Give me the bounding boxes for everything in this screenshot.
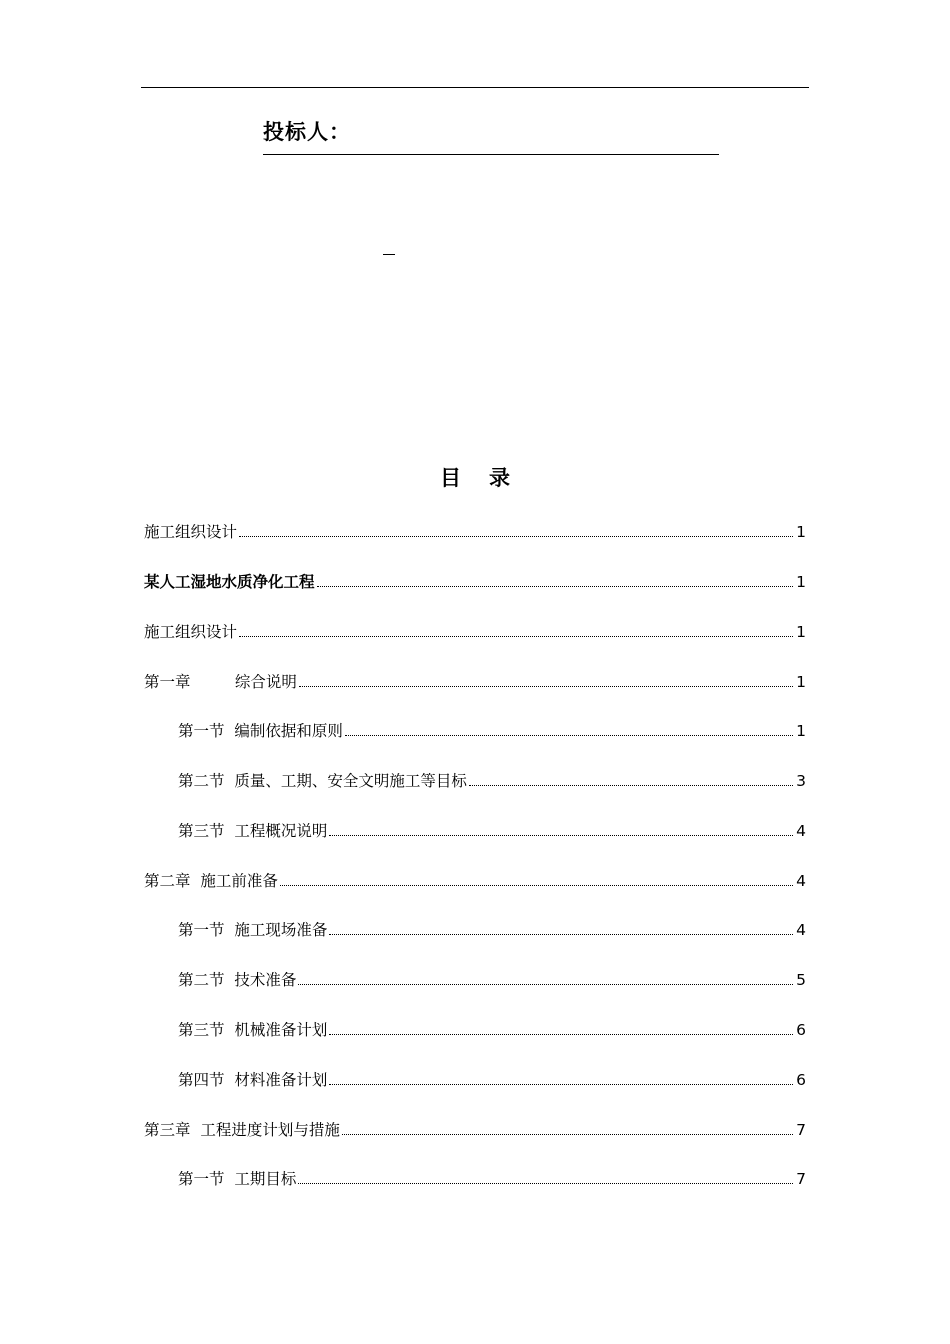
toc-title: 目录 <box>440 466 538 490</box>
bidder-label: 投标人： <box>263 120 351 144</box>
toc-leader-dots <box>298 1183 793 1184</box>
toc-entry-text: 第二节 技术准备 <box>178 971 297 989</box>
toc-leader-dots <box>239 636 793 637</box>
toc-entry-text: 第三节 工程概况说明 <box>178 822 328 840</box>
toc-entry-page: 6 <box>796 1021 806 1039</box>
toc-leader-dots <box>329 835 793 836</box>
toc-entry-text: 第一节 编制依据和原则 <box>178 722 343 740</box>
toc-entry-text: 第三章 工程进度计划与措施 <box>144 1121 340 1139</box>
toc-entry-text: 某人工湿地水质净化工程 <box>144 573 315 591</box>
toc-entry-text: 第一节 工期目标 <box>178 1170 297 1188</box>
toc-entry-page: 7 <box>796 1170 806 1188</box>
toc-entry[interactable] <box>178 918 806 940</box>
toc-entry[interactable] <box>178 769 806 791</box>
toc-entry-text: 第一章 综合说明 <box>144 673 297 691</box>
toc-entry[interactable] <box>178 819 806 841</box>
toc-entry[interactable] <box>144 869 806 891</box>
toc-entry[interactable] <box>144 670 806 692</box>
toc-leader-dots <box>329 934 793 935</box>
toc-entry[interactable] <box>144 570 806 592</box>
toc-entry[interactable] <box>144 620 806 642</box>
toc-leader-dots <box>329 1084 793 1085</box>
toc-entry[interactable] <box>144 520 806 542</box>
toc-leader-dots <box>329 1034 793 1035</box>
toc-leader-dots <box>345 735 793 736</box>
dash-mark <box>383 254 395 255</box>
header-rule <box>141 87 809 88</box>
toc-entry-page: 7 <box>796 1121 806 1139</box>
toc-leader-dots <box>469 785 793 786</box>
toc-entry[interactable] <box>178 1018 806 1040</box>
toc-entry-text: 施工组织设计 <box>144 623 238 641</box>
toc-entry-page: 4 <box>796 921 806 939</box>
toc-entry[interactable] <box>178 1167 806 1189</box>
toc-entry-page: 1 <box>796 573 806 591</box>
toc-entry-page: 1 <box>796 623 806 641</box>
toc-entry-text: 第三节 机械准备计划 <box>178 1021 328 1039</box>
toc-entry-text: 第四节 材料准备计划 <box>178 1071 328 1089</box>
toc-entry-page: 4 <box>796 822 806 840</box>
toc-entry-page: 1 <box>796 722 806 740</box>
toc-entry[interactable] <box>178 1068 806 1090</box>
toc-leader-dots <box>239 536 793 537</box>
toc-entry[interactable] <box>178 719 806 741</box>
toc-leader-dots <box>317 586 794 587</box>
toc-entry-text: 第一节 施工现场准备 <box>178 921 328 939</box>
toc-entry[interactable] <box>144 1118 806 1140</box>
toc-entry-page: 6 <box>796 1071 806 1089</box>
toc-leader-dots <box>298 984 793 985</box>
toc-entry-page: 3 <box>796 772 806 790</box>
bidder-signature-line <box>263 154 719 155</box>
toc-leader-dots <box>342 1134 793 1135</box>
toc-entry-page: 5 <box>796 971 806 989</box>
toc-entry-page: 1 <box>796 523 806 541</box>
toc-leader-dots <box>280 885 793 886</box>
toc-entry-page: 4 <box>796 872 806 890</box>
toc-entry[interactable] <box>178 968 806 990</box>
toc-leader-dots <box>299 686 793 687</box>
toc-entry-text: 第二章 施工前准备 <box>144 872 278 890</box>
toc-entry-text: 第二节 质量、工期、安全文明施工等目标 <box>178 772 467 790</box>
toc-entry-page: 1 <box>796 673 806 691</box>
toc-entry-text: 施工组织设计 <box>144 523 238 541</box>
